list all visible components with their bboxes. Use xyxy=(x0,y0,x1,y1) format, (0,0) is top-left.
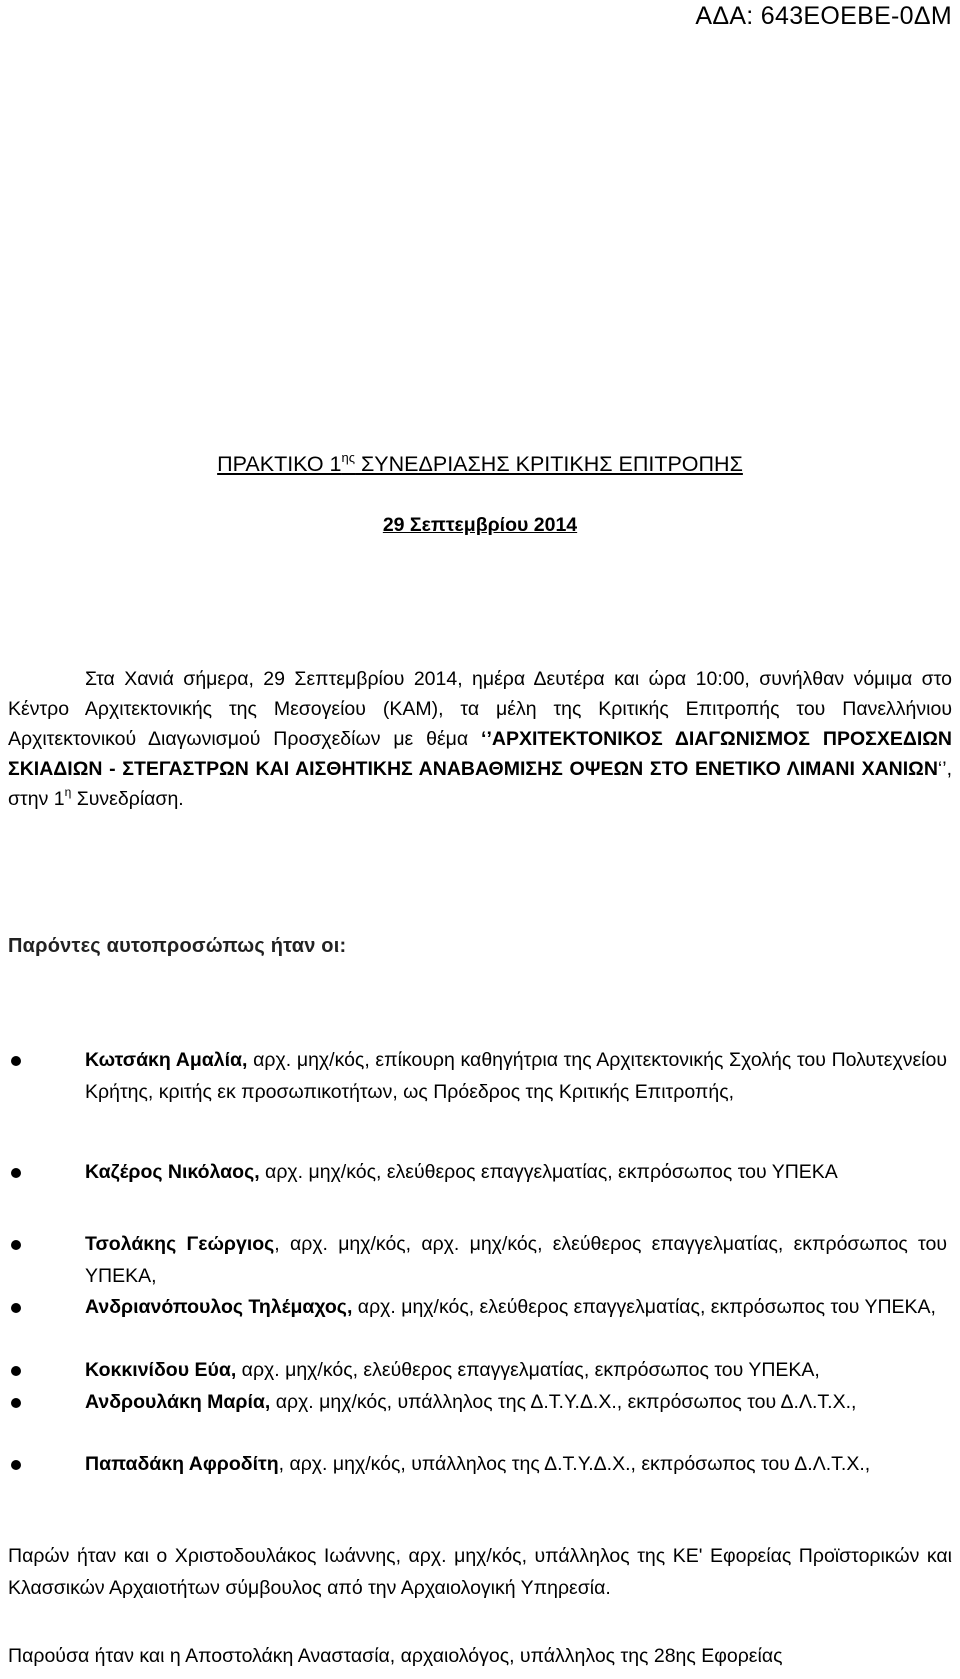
member-name: Τσολάκης Γεώργιος xyxy=(85,1233,275,1255)
intro-after-bold: ‘’, στην 1 xyxy=(8,758,952,810)
closing-paragraph-advisor: Παρών ήταν και ο Χριστοδουλάκος Ιωάννης, αρχ. μηχ/κός, υπάλληλος της ΚΕ' Εφορείας Προϊστορικών και Κλασσικών Αρχαιοτήτων σύμβουλος από την Αρχαιολογική Υπηρεσία. xyxy=(8,1545,952,1599)
member-name: Κοκκινίδου Εύα, xyxy=(85,1359,237,1381)
title-part-1: ΠΡΑΚΤΙΚΟ 1 xyxy=(217,452,342,476)
member-text xyxy=(85,1448,947,1480)
member-text xyxy=(85,1386,947,1418)
present-heading: Παρόντες αυτοπροσώπως ήταν οι: xyxy=(8,935,347,957)
member-description: αρχ. μηχ/κός, ελεύθερος επαγγελματίας, εκπρόσωπος του ΥΠΕΚΑ, xyxy=(352,1296,936,1318)
member-description: αρχ. μηχ/κός, ελεύθερος επαγγελματίας, εκπρόσωπος του ΥΠΕΚΑ xyxy=(259,1161,838,1183)
member-description: αρχ. μηχ/κός, υπάλληλος της Δ.Τ.Υ.Δ.Χ., εκπρόσωπος του Δ.Λ.Τ.Χ., xyxy=(270,1391,857,1413)
member-description: , αρχ. μηχ/κός, υπάλληλος της Δ.Τ.Υ.Δ.Χ., εκπρόσωπος του Δ.Λ.Τ.Χ., xyxy=(278,1453,871,1475)
member-name: Ανδριανόπουλος Τηλέμαχος, xyxy=(85,1296,353,1318)
member-text xyxy=(85,1044,947,1108)
member-description: αρχ. μηχ/κός, ελεύθερος επαγγελματίας, εκπρόσωπος του ΥΠΕΚΑ, xyxy=(236,1359,820,1381)
ada-code: ΑΔΑ: 643ΕΟΕΒΕ-0ΔΜ xyxy=(695,2,952,30)
document-title xyxy=(0,452,960,477)
member-text xyxy=(85,1228,947,1292)
bullet-icon xyxy=(11,1056,21,1066)
bullet-icon xyxy=(11,1366,21,1376)
member-text xyxy=(85,1156,947,1188)
document-date: 29 Σεπτεμβρίου 2014 xyxy=(382,514,578,536)
member-name: Ανδρουλάκη Μαρία, xyxy=(85,1391,271,1413)
bullet-icon xyxy=(11,1303,21,1313)
bullet-icon xyxy=(11,1398,21,1408)
title-part-2: ΣΥΝΕΔΡΙΑΣΗΣ ΚΡΙΤΙΚΗΣ ΕΠΙΤΡΟΠΗΣ xyxy=(355,452,743,476)
member-text xyxy=(85,1354,947,1386)
intro-text: Στα Χανιά σήμερα, 29 Σεπτεμβρίου 2014, ημέρα Δευτέρα και ώρα 10:00, συνήλθαν νόμιμα στο Κέντρο Αρχιτεκτονικής της Μεσογείου (ΚΑΜ), τα μέλη της Κριτικής Επιτροπής του Πανελλήνιου Αρχιτεκτονικού Διαγωνισμού Προσχεδίων με θέμα xyxy=(8,668,952,750)
member-description: , αρχ. μηχ/κός, αρχ. μηχ/κός, ελεύθερος επαγγελματίας, εκπρόσωπος του ΥΠΕΚΑ, xyxy=(85,1233,947,1287)
member-name: Παπαδάκη Αφροδίτη xyxy=(85,1453,279,1475)
bullet-icon xyxy=(11,1240,21,1250)
intro-superscript: η xyxy=(64,785,72,799)
intro-end: Συνεδρίαση. xyxy=(71,788,184,810)
member-description: αρχ. μηχ/κός, επίκουρη καθηγήτρια της Αρχιτεκτονικής Σχολής του Πολυτεχνείου Κρήτης, κριτής εκ προσωπικοτήτων, ως Πρόεδρος της Κριτικής Επιτροπής, xyxy=(85,1049,947,1103)
member-text xyxy=(85,1291,947,1323)
intro-bold-subject: ‘’ΑΡΧΙΤΕΚΤΟΝΙΚΟΣ ΔΙΑΓΩΝΙΣΜΟΣ ΠΡΟΣΧΕΔΙΩΝ ΣΚΙΑΔΙΩΝ - ΣΤΕΓΑΣΤΡΩΝ ΚΑΙ ΑΙΣΘΗΤΙΚΗΣ ΑΝΑΒΑΘΜΙΣΗΣ ΟΨΕΩΝ ΣΤΟ ΕΝΕΤΙΚΟ ΛΙΜΑΝΙ ΧΑΝΙΩΝ xyxy=(8,728,952,780)
closing-paragraph-archaeologist: Παρούσα ήταν και η Αποστολάκη Αναστασία, αρχαιολόγος, υπάλληλος της 28ης Εφορείας xyxy=(8,1645,783,1667)
bullet-icon xyxy=(11,1460,21,1470)
title-superscript: ης xyxy=(341,450,356,465)
bullet-icon xyxy=(11,1168,21,1178)
member-name: Κωτσάκη Αμαλία, xyxy=(85,1049,248,1071)
member-name: Καζέρος Νικόλαος, xyxy=(85,1161,260,1183)
intro-paragraph xyxy=(8,664,952,814)
